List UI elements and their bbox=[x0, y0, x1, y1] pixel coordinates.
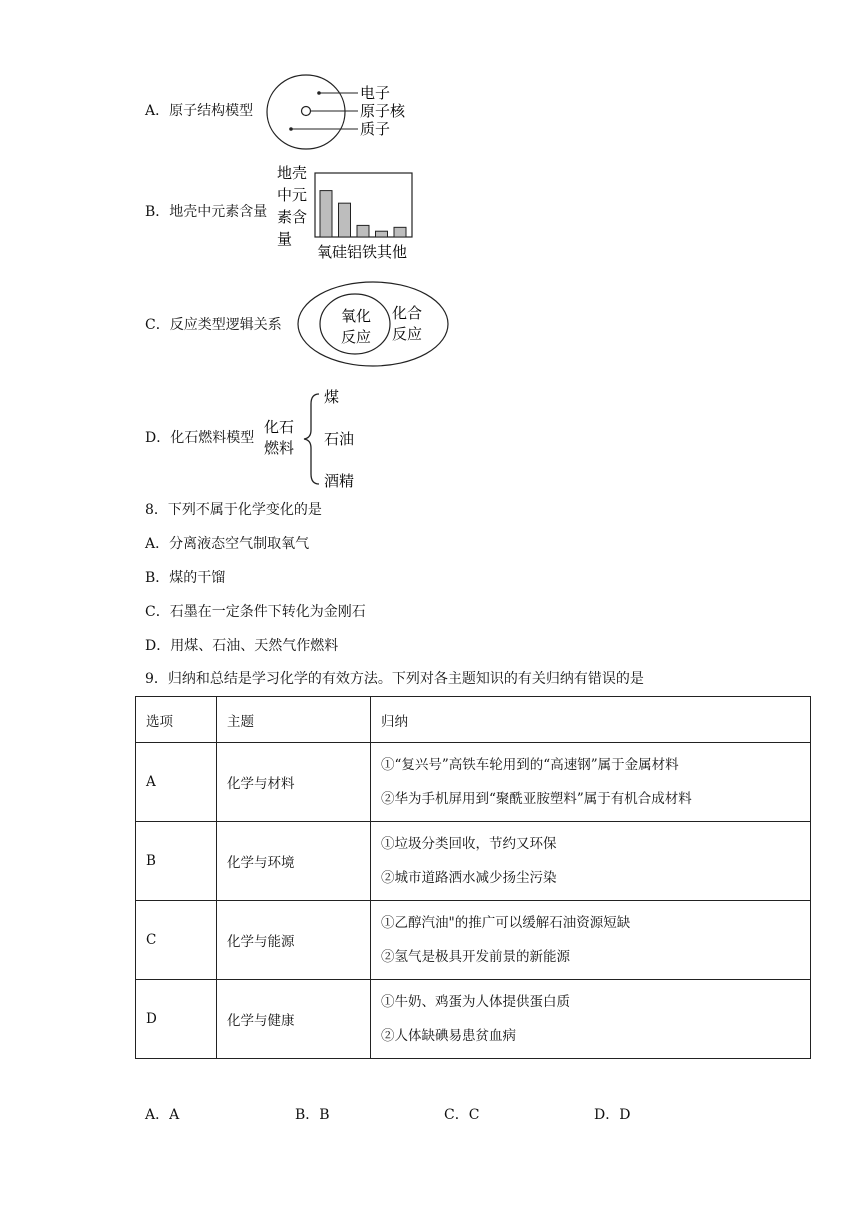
bar-铁 bbox=[376, 231, 388, 237]
bar-铝 bbox=[357, 225, 369, 237]
row-option: D bbox=[136, 980, 217, 1059]
item-alcohol: 酒精 bbox=[324, 472, 355, 490]
chart-xlabel: 氧硅铝铁其他 bbox=[317, 243, 408, 261]
q8-option-a: A．分离液态空气制取氧气 bbox=[145, 536, 310, 552]
chart-ylabel-line-4: 量 bbox=[277, 230, 293, 248]
row-option: A bbox=[136, 743, 217, 822]
row-option: B bbox=[136, 822, 217, 901]
row-summary bbox=[371, 822, 811, 901]
reaction-relation-diagram bbox=[296, 279, 452, 371]
item-coal: 煤 bbox=[324, 388, 340, 406]
proton-label: 质子 bbox=[360, 120, 391, 138]
option-b-label: B．地壳中元素含量 bbox=[145, 204, 268, 220]
option-a-label: A．原子结构模型 bbox=[145, 103, 254, 119]
outer-label-line-2: 反应 bbox=[392, 325, 423, 343]
q8-stem: 8．下列不属于化学变化的是 bbox=[145, 502, 322, 518]
header-topic: 主题 bbox=[217, 697, 371, 743]
q8-option-b: B．煤的干馏 bbox=[145, 570, 226, 586]
chart-ylabel-line-3: 素含 bbox=[277, 208, 308, 226]
summary-item: ①“复兴号”高铁车轮用到的“高速钢”属于金属材料 bbox=[381, 757, 679, 773]
q8-option-c: C．石墨在一定条件下转化为金刚石 bbox=[145, 604, 366, 620]
header-option: 选项 bbox=[136, 697, 217, 743]
table-row bbox=[136, 980, 811, 1059]
table-row bbox=[136, 901, 811, 980]
nucleus-label: 原子核 bbox=[360, 102, 406, 120]
row-topic: 化学与环境 bbox=[217, 822, 371, 901]
summary-item: ②华为手机屏用到“聚酰亚胺塑料”属于有机合成材料 bbox=[381, 791, 692, 807]
chart-ylabel-line-2: 中元 bbox=[277, 186, 308, 204]
electron-label: 电子 bbox=[360, 84, 391, 102]
inner-label-line-2: 反应 bbox=[341, 328, 372, 346]
q9-choice-a: A．A bbox=[145, 1107, 180, 1123]
bar-其他 bbox=[394, 227, 406, 237]
summary-item: ①垃圾分类回收，节约又环保 bbox=[381, 836, 557, 852]
q9-choice-c: C．C bbox=[444, 1107, 480, 1123]
bar-氧 bbox=[320, 191, 332, 237]
outer-label-line-1: 化合 bbox=[392, 304, 423, 322]
row-summary bbox=[371, 980, 811, 1059]
option-c-label: C．反应类型逻辑关系 bbox=[145, 317, 282, 333]
table-row bbox=[136, 822, 811, 901]
table-row bbox=[136, 743, 811, 822]
row-summary bbox=[371, 743, 811, 822]
table-header-row bbox=[136, 697, 811, 743]
summary-item: ①乙醇汽油"的推广可以缓解石油资源短缺 bbox=[381, 915, 631, 931]
inner-label-line-1: 氧化 bbox=[341, 307, 372, 325]
q9-choice-d: D．D bbox=[594, 1107, 631, 1123]
curly-brace bbox=[304, 394, 319, 484]
fossil-fuel-diagram bbox=[262, 382, 372, 492]
row-summary bbox=[371, 901, 811, 980]
summary-item: ①牛奶、鸡蛋为人体提供蛋白质 bbox=[381, 994, 570, 1010]
q9-choice-b: B．B bbox=[295, 1107, 330, 1123]
header-summary: 归纳 bbox=[371, 697, 811, 743]
row-option: C bbox=[136, 901, 217, 980]
item-petroleum: 石油 bbox=[324, 430, 355, 448]
nucleus-circle bbox=[302, 107, 311, 116]
root-label-line-1: 化石 bbox=[264, 418, 295, 436]
option-d-label: D．化石燃料模型 bbox=[145, 430, 255, 446]
q9-stem: 9．归纳和总结是学习化学的有效方法。下列对各主题知识的有关归纳有错误的是 bbox=[145, 671, 644, 687]
chart-ylabel-line-1: 地壳 bbox=[277, 164, 308, 182]
q8-option-d: D．用煤、石油、天然气作燃料 bbox=[145, 638, 339, 654]
row-topic: 化学与能源 bbox=[217, 901, 371, 980]
q9-table bbox=[135, 696, 811, 1059]
row-topic: 化学与健康 bbox=[217, 980, 371, 1059]
atom-outline bbox=[267, 75, 345, 149]
summary-item: ②氢气是极具开发前景的新能源 bbox=[381, 949, 570, 965]
root-label-line-2: 燃料 bbox=[264, 439, 295, 457]
crust-element-chart bbox=[272, 160, 422, 265]
summary-item: ②人体缺碘易患贫血病 bbox=[381, 1028, 516, 1044]
atom-model-diagram bbox=[265, 72, 415, 152]
summary-item: ②城市道路洒水减少扬尘污染 bbox=[381, 870, 557, 886]
bar-硅 bbox=[339, 203, 351, 237]
row-topic: 化学与材料 bbox=[217, 743, 371, 822]
